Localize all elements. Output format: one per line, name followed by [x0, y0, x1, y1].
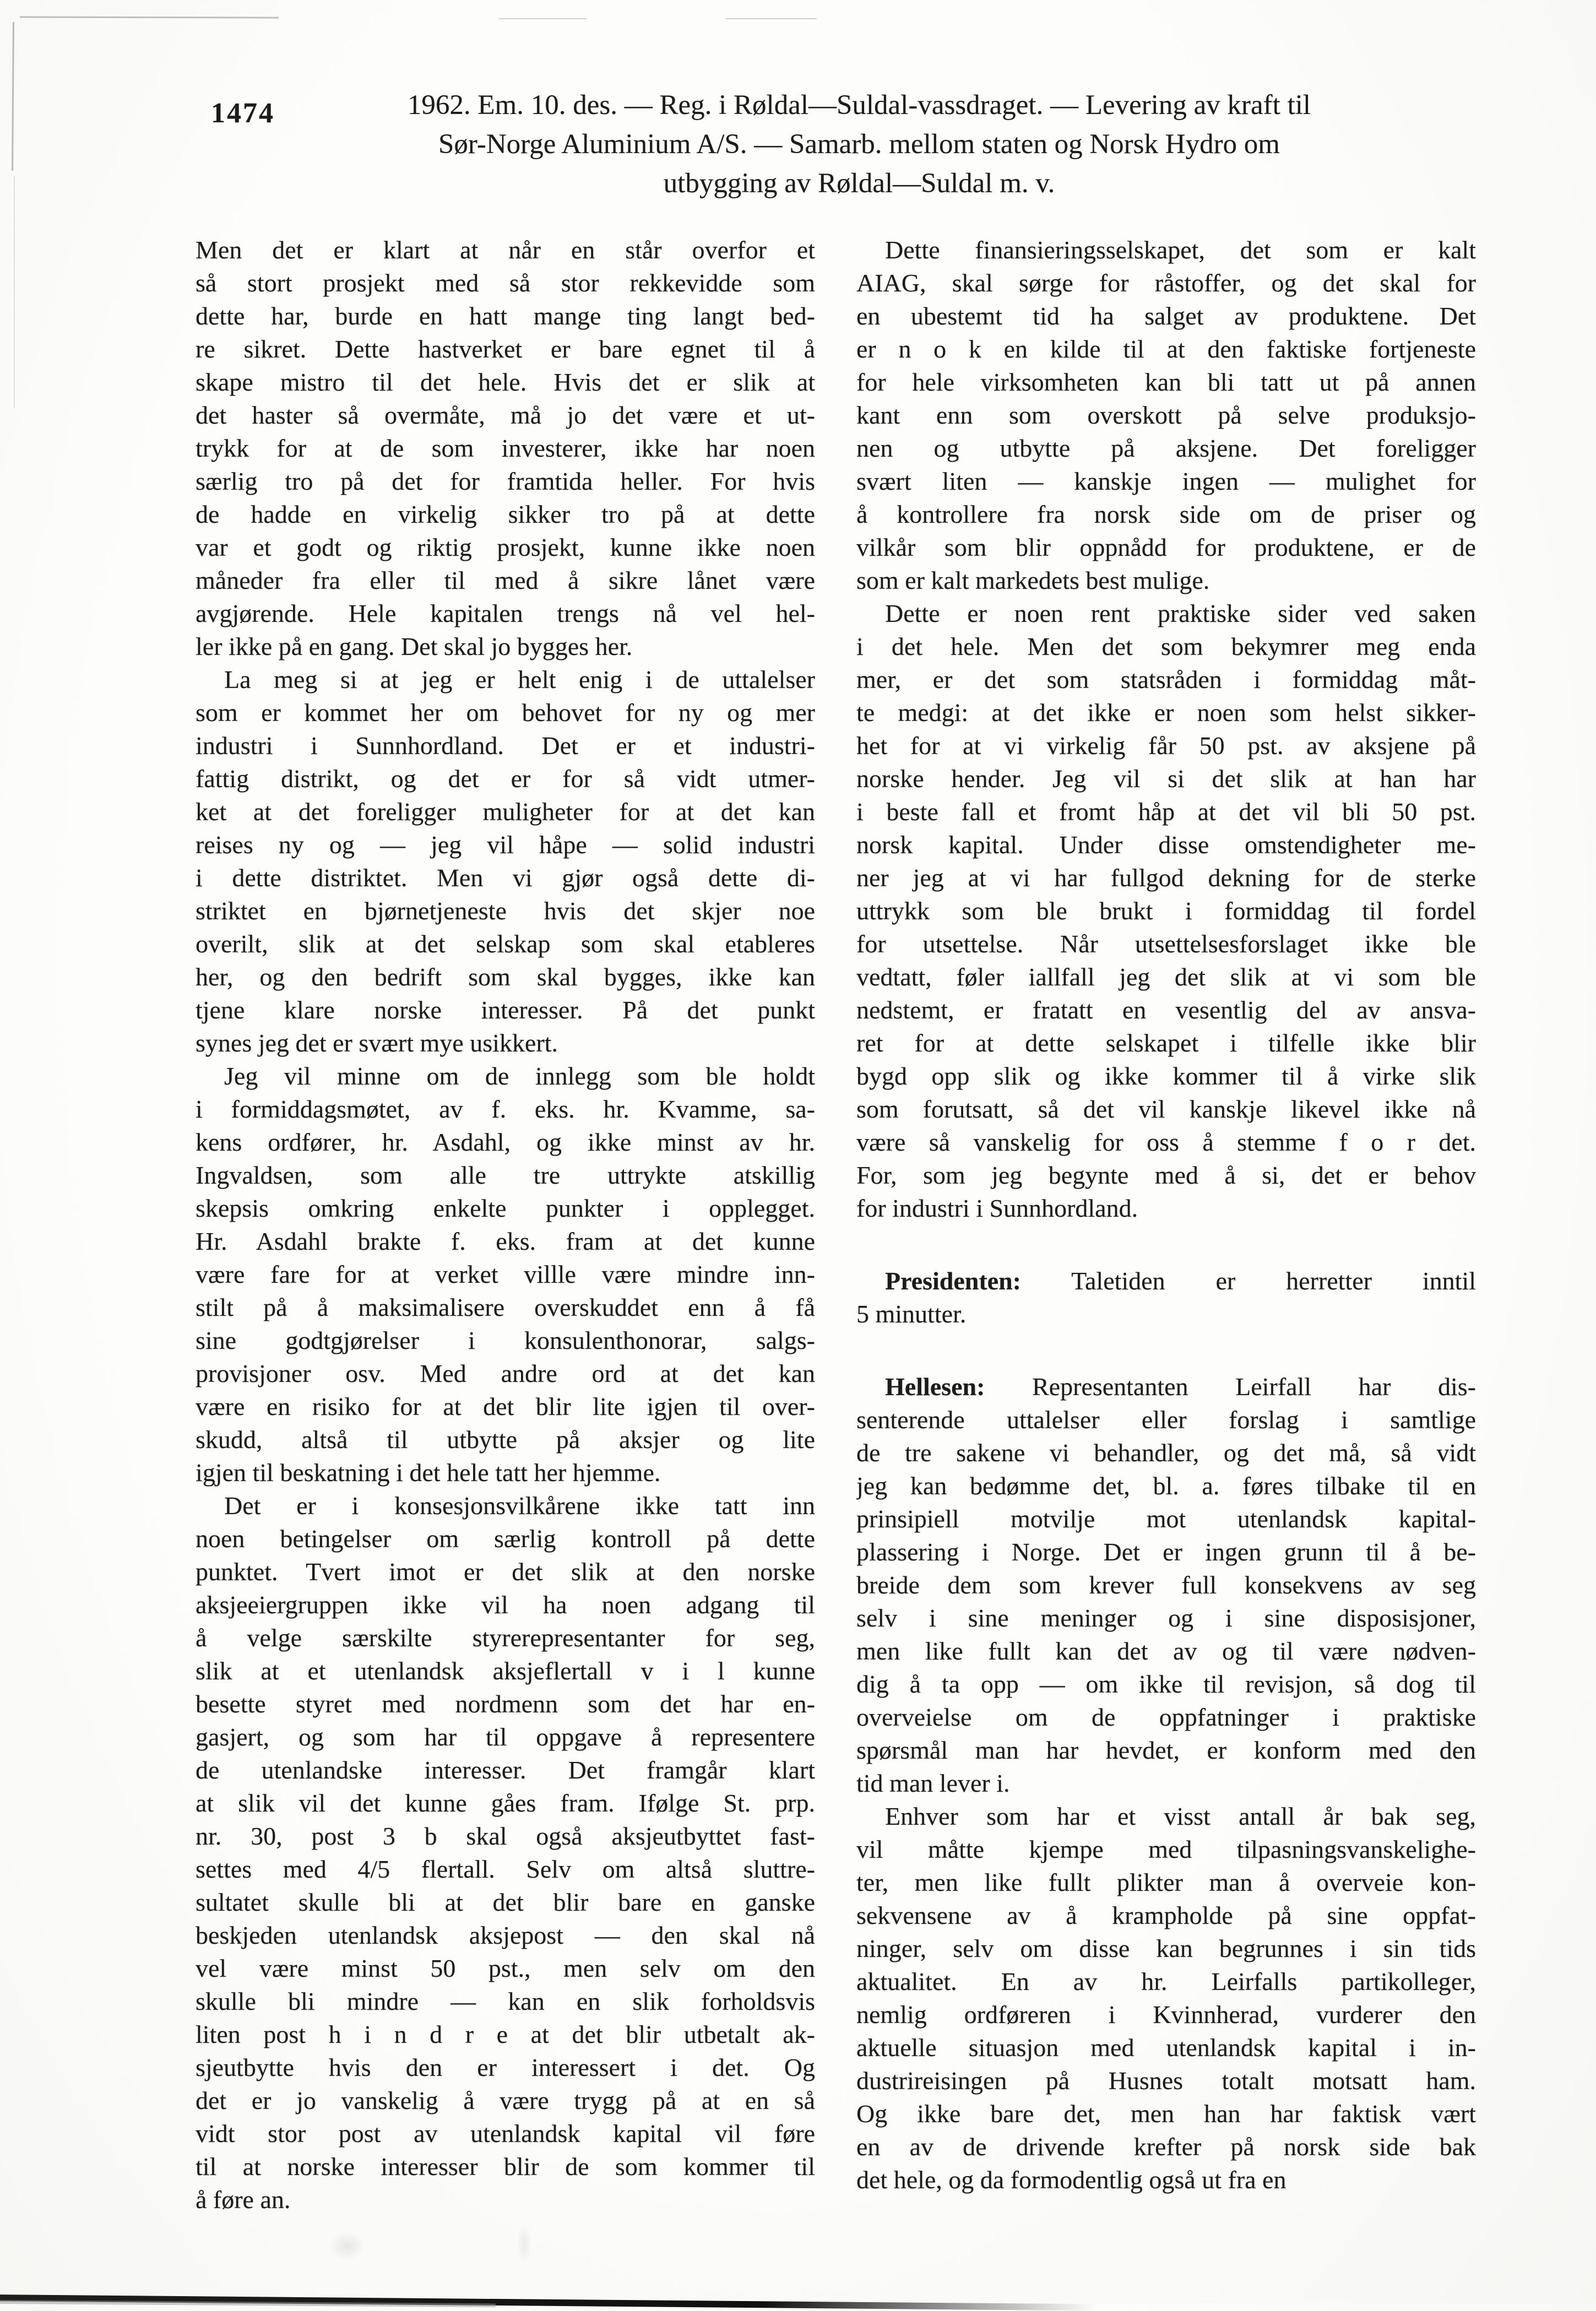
- text-line: settes med 4/5 flertall. Selv om altså sluttre-: [196, 1855, 815, 1883]
- scan-artifact-bottom-edge: [0, 2294, 1096, 2311]
- text-line: ter, men like fullt plikter man å overveie kon-: [856, 1868, 1476, 1896]
- text-line: være så vanskelig for oss å stemme f o r det.: [856, 1128, 1476, 1156]
- text-line: avgjørende. Hele kapitalen trengs nå vel hel-: [196, 599, 815, 627]
- text-line: industri i Sunnhordland. Det er et industri-: [196, 731, 815, 760]
- running-title-line: 1962. Em. 10. des. — Reg. i Røldal—Suldal-vassdraget. — Levering av kraft til: [407, 90, 1311, 121]
- text-line: men like fullt kan det av og til være nødven-: [856, 1637, 1476, 1665]
- right-column: [856, 234, 1476, 2216]
- scan-artifact-left-edge: [14, 176, 15, 408]
- text-line: re sikret. Dette hastverket er bare egnet til å: [196, 335, 815, 363]
- text-line: aktuelle situasjon med utenlandsk kapital i in-: [856, 2033, 1476, 2062]
- text-line: ret for at dette selskapet i tilfelle ikke blir: [856, 1029, 1476, 1057]
- paragraph: [196, 1489, 815, 2216]
- text-line: særlig tro på det for framtida heller. For hvis: [196, 467, 815, 495]
- speaker-name: Presidenten:: [885, 1267, 1022, 1295]
- text-line: Ingvaldsen, som alle tre uttrykte atskillig: [196, 1161, 815, 1189]
- text-line: være fare for at verket villle være mindre inn-: [196, 1260, 815, 1288]
- text-line: som er kommet her om behovet for ny og mer: [196, 698, 815, 726]
- text-line: så stort prosjekt med så stor rekkevidde som: [196, 269, 815, 297]
- text-line: for hele virksomheten kan bli tatt ut på annen: [856, 368, 1476, 396]
- text-line: gasjert, og som har til oppgave å representere: [196, 1723, 815, 1751]
- text-line: aksjeeiergruppen ikke vil ha noen adgang til: [196, 1591, 815, 1619]
- text-line: en ubestemt tid ha salget av produktene. Det: [856, 302, 1476, 330]
- text-line: Og ikke bare det, men han har faktisk vært: [856, 2100, 1476, 2128]
- text-line: striktet en bjørnetjeneste hvis det skjer noe: [196, 897, 815, 925]
- text-line: å kontrollere fra norsk side om de priser og: [856, 500, 1476, 528]
- text-line: dette har, burde en hatt mange ting langt bed-: [196, 302, 815, 330]
- text-line: te medgi: at det ikke er noen som helst sikker-: [856, 698, 1476, 726]
- text-line: svært liten — kanskje ingen — mulighet for: [856, 467, 1476, 495]
- paragraph: [856, 1800, 1476, 2196]
- text-line: for industri i Sunnhordland.: [856, 1194, 1138, 1222]
- scan-artifact-smudge: [517, 2223, 532, 2266]
- text-line: vilkår som blir oppnådd for produktene, er de: [856, 533, 1476, 561]
- text-line: sine godtgjørelser i konsulenthonorar, salgs-: [196, 1326, 815, 1354]
- text-line: vedtatt, føler iallfall jeg det slik at vi som ble: [856, 963, 1476, 991]
- text-line: i det hele. Men det som bekymrer meg enda: [856, 632, 1476, 660]
- text-line: er n o k en kilde til at den faktiske fortjeneste: [856, 335, 1476, 363]
- scan-artifact-left-edge: [12, 22, 14, 171]
- text-line: skape mistro til det hele. Hvis det er slik at: [196, 368, 815, 396]
- text-line: slik at et utenlandsk aksjeflertall v i l kunne: [196, 1657, 815, 1685]
- text-line: mer, er det som statsråden i formiddag måt-: [856, 665, 1476, 693]
- text-line: var et godt og riktig prosjekt, kunne ikke noen: [196, 533, 815, 561]
- text-line: tid man lever i.: [856, 1769, 1010, 1797]
- text-line: det hele, og da formodentlig også ut fra en: [856, 2166, 1286, 2194]
- text-line: trykk for at de som investerer, ikke har noen: [196, 434, 815, 462]
- text-line: kant enn som overskott på selve produksjo-: [856, 401, 1476, 429]
- text-line: AIAG, skal sørge for råstoffer, og det skal for: [856, 269, 1476, 297]
- speaker-name: Hellesen:: [885, 1373, 985, 1401]
- text-line: breide dem som krever full konsekvens av seg: [856, 1571, 1476, 1599]
- left-column: [196, 234, 815, 2216]
- text-line: norske hender. Jeg vil si det slik at han har: [856, 764, 1476, 793]
- text-line: dustrireisingen på Husnes totalt motsatt ham.: [856, 2066, 1476, 2095]
- text-line: sultatet skulle bli at det blir bare en ganske: [196, 1888, 815, 1916]
- text-line: stilt på å maksimalisere overskuddet enn å få: [196, 1293, 815, 1321]
- text-line: i beste fall et fromt håp at det vil bli 50 pst.: [856, 798, 1476, 826]
- text-line: senterende uttalelser eller forslag i samtlige: [856, 1406, 1476, 1434]
- text-line: het for at vi virkelig får 50 pst. av aksjene på: [856, 731, 1476, 760]
- text-line: For, som jeg begynte med å si, det er behov: [856, 1161, 1476, 1189]
- text-line: Det er i konsesjonsvilkårene ikke tatt inn: [224, 1491, 815, 1520]
- text-line: Hr. Asdahl brakte f. eks. fram at det kunne: [196, 1227, 815, 1255]
- scan-artifact-top-edge: [20, 16, 279, 18]
- text-line: å føre an.: [196, 2185, 291, 2214]
- text-line: nemlig ordføreren i Kvinnherad, vurderer den: [856, 2000, 1476, 2028]
- text-line: fattig distrikt, og det er for så vidt utmer-: [196, 764, 815, 793]
- text-line: skulle bli mindre — kan en slik forholdsvis: [196, 1987, 815, 2015]
- text-line: provisjoner osv. Med andre ord at det kan: [196, 1359, 815, 1387]
- text-line: overveielse om de oppfatninger i praktiske: [856, 1703, 1476, 1731]
- text-line: besette styret med nordmenn som det har en-: [196, 1690, 815, 1718]
- text-line: La meg si at jeg er helt enig i de uttalelser: [224, 665, 815, 693]
- text-line: prinsipiell motvilje mot utenlandsk kapital-: [856, 1505, 1476, 1533]
- text-line: beskjeden utenlandsk aksjepost — den skal nå: [196, 1921, 815, 1949]
- paragraph: [196, 663, 815, 1060]
- text-line: vil måtte kjempe med tilpasningsvanskelighe-: [856, 1835, 1476, 1863]
- text-line: liten post h i n d r e at det blir utbetalt ak-: [196, 2020, 815, 2048]
- text-line: sekvensene av å krampholde på sine oppfat-: [856, 1901, 1476, 1929]
- text-line: skudd, altså til utbytte på aksjer og lite: [196, 1425, 815, 1453]
- text-line: vel være minst 50 pst., men selv om den: [196, 1954, 815, 1982]
- text-line: de hadde en virkelig sikker tro på at dette: [196, 500, 815, 528]
- scan-artifact-top-edge: [498, 18, 587, 19]
- text-line: skepsis omkring enkelte punkter i opplegget.: [196, 1194, 815, 1222]
- text-line: Dette finansieringsselskapet, det som er kalt: [885, 236, 1476, 264]
- text-line: sjeutbytte hvis den er interessert i det. Og: [196, 2053, 815, 2081]
- text-line: aktualitet. En av hr. Leirfalls partikolleger,: [856, 1967, 1476, 1995]
- text-line: 5 minutter.: [856, 1300, 967, 1328]
- text-line: Jeg vil minne om de innlegg som ble holdt: [224, 1062, 815, 1090]
- text-line: selv i sine meninger og i sine disposisjoner,: [856, 1604, 1476, 1632]
- text-line: i dette distriktet. Men vi gjør også dette di-: [196, 864, 815, 892]
- text-line: punktet. Tvert imot er det slik at den norske: [196, 1558, 815, 1586]
- text-line: som er kalt markedets best mulige.: [856, 566, 1210, 594]
- text-line: ner jeg at vi har fullgod dekning for de sterke: [856, 864, 1476, 892]
- text-line: nen og utbytte på aksjene. Det foreligger: [856, 434, 1476, 462]
- text-line: Hellesen: Representanten Leirfall har dis-: [885, 1373, 1476, 1401]
- running-title-line: Sør-Norge Aluminium A/S. — Samarb. mellom staten og Norsk Hydro om: [438, 129, 1280, 160]
- paragraph: [856, 597, 1476, 1225]
- text-line: Men det er klart at når en står overfor et: [196, 236, 815, 264]
- text-line: synes jeg det er svært mye usikkert.: [196, 1029, 558, 1057]
- text-line: i formiddagsmøtet, av f. eks. hr. Kvamme, sa-: [196, 1095, 815, 1123]
- text-line: spørsmål man har hevdet, er konform med den: [856, 1736, 1476, 1764]
- text-line: å velge særskilte styrerepresentanter for seg,: [196, 1624, 815, 1652]
- text-line: ket at det foreligger muligheter for at det kan: [196, 798, 815, 826]
- text-line: Enhver som har et visst antall år bak seg,: [885, 1802, 1476, 1830]
- running-title: [220, 86, 1498, 203]
- text-line: de tre sakene vi behandler, og det må, så vidt: [856, 1439, 1476, 1467]
- text-line: ninger, selv om disse kan begrunnes i sin tids: [856, 1934, 1476, 1962]
- text-line: her, og den bedrift som skal bygges, ikke kan: [196, 963, 815, 991]
- paragraph: [856, 234, 1476, 597]
- text-line: vidt stor post av utenlandsk kapital vil føre: [196, 2119, 815, 2147]
- text-line: reises ny og — jeg vil håpe — solid industri: [196, 831, 815, 859]
- text-line: tjene klare norske interesser. På det punkt: [196, 996, 815, 1024]
- paragraph: [196, 1060, 815, 1489]
- text-line: bygd opp slik og ikke kommer til å virke slik: [856, 1062, 1476, 1090]
- text-line: kens ordfører, hr. Asdahl, og ikke minst av hr.: [196, 1128, 815, 1156]
- text-line: noen betingelser om særlig kontroll på dette: [196, 1525, 815, 1553]
- text-line: jeg kan bedømme det, bl. a. føres tilbake til en: [856, 1472, 1476, 1500]
- text-line: en av de drivende krefter på norsk side bak: [856, 2133, 1476, 2161]
- scan-artifact-smudge: [329, 2232, 365, 2260]
- text-columns: [196, 234, 1476, 2216]
- text-line: dig å ta opp — om ikke til revisjon, så dog til: [856, 1670, 1476, 1698]
- scan-artifact-top-edge: [726, 18, 817, 19]
- text-line: norsk kapital. Under disse omstendigheter me-: [856, 831, 1476, 859]
- running-title-line: utbygging av Røldal—Suldal m. v.: [663, 168, 1055, 199]
- text-line: de utenlandske interesser. Det framgår klart: [196, 1756, 815, 1784]
- page-number: 1474: [211, 97, 275, 129]
- text-line: det er jo vanskelig å være trygg på at en så: [196, 2086, 815, 2114]
- speech-paragraph: [856, 1370, 1476, 1800]
- paragraph: [196, 234, 815, 663]
- text-line: ler ikke på en gang. Det skal jo bygges her.: [196, 632, 633, 660]
- text-line: måneder fra eller til med å sikre lånet være: [196, 566, 815, 594]
- text-line: som forutsatt, så det vil kanskje likevel ikke nå: [856, 1095, 1476, 1123]
- speech-paragraph: [856, 1265, 1476, 1331]
- text-line: Dette er noen rent praktiske sider ved saken: [885, 599, 1476, 627]
- text-line: til at norske interesser blir de som kommer til: [196, 2152, 815, 2180]
- text-line: være en risiko for at det blir lite igjen til over-: [196, 1392, 815, 1420]
- text-line: overilt, slik at det selskap som skal etableres: [196, 930, 815, 958]
- text-line: det haster så overmåte, må jo det være et ut-: [196, 401, 815, 429]
- text-line: nr. 30, post 3 b skal også aksjeutbyttet fast-: [196, 1822, 815, 1850]
- text-line: for utsettelse. Når utsettelsesforslaget ikke ble: [856, 930, 1476, 958]
- text-line: igjen til beskatning i det hele tatt her hjemme.: [196, 1458, 661, 1487]
- text-line: at slik vil det kunne gåes fram. Ifølge St. prp.: [196, 1789, 815, 1817]
- text-line: plassering i Norge. Det er ingen grunn til å be-: [856, 1538, 1476, 1566]
- text-line: nedstemt, er fratatt en vesentlig del av ansva-: [856, 996, 1476, 1024]
- text-line: Presidenten: Taletiden er herretter inntil: [885, 1267, 1476, 1295]
- text-line: uttrykk som ble brukt i formiddag til fordel: [856, 897, 1476, 925]
